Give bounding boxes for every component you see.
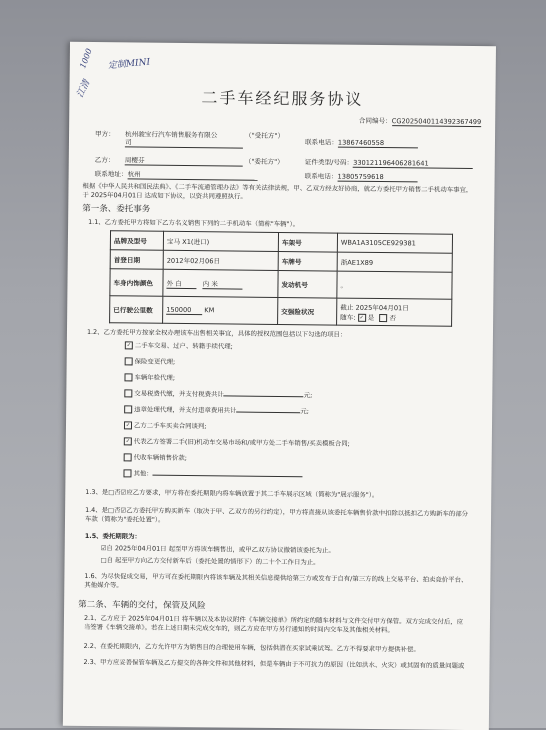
- option-other[interactable]: 其他：: [123, 468, 302, 479]
- engine-value: 。: [337, 271, 452, 299]
- option-sign-contract[interactable]: ✓ 代表乙方签署二手(旧)机动车交易市场和/或甲方处二手车销售/买卖模板合同;: [125, 437, 350, 448]
- party-a-label: 甲方：: [95, 130, 115, 139]
- vehicle-info-table: [109, 230, 453, 327]
- contract-number: 合同编号：CG2025040114392367499: [358, 116, 482, 127]
- plate-value: 浙AE1X89: [337, 252, 452, 272]
- option-negotiation[interactable]: ✓ 乙方二手车买卖合同谈判;: [125, 421, 207, 431]
- clause-2-3: 2.3、甲方应妥善保管车辆及乙方提交的各种文件和其他材料，但是车辆由于不可抗力的原因（比如洪水、火灾）或其固有的质量问题或: [83, 657, 465, 670]
- insurance-value: 截止 2025年04月01日 随车: ✓ 是 否: [337, 298, 452, 326]
- mileage-value: 150000 KM: [163, 296, 278, 324]
- option-checkbox[interactable]: [124, 389, 132, 397]
- party-b-phone: 联系电话：13805759618: [305, 172, 418, 182]
- option-checkbox[interactable]: [124, 373, 132, 381]
- option-violation[interactable]: 违章处理代理，并支付违章费用共计 元;: [124, 404, 309, 415]
- party-b-name: 周樱芬: [125, 156, 243, 166]
- option-checkbox[interactable]: ✓: [125, 438, 130, 445]
- engine-label: 发动机号: [278, 270, 337, 298]
- clause-1-5-heading: 1.5、委托期限为：: [84, 531, 141, 541]
- plate-label: 车牌号: [278, 251, 337, 271]
- option-tax[interactable]: 交易税费代缴，并支付税费共计 元;: [124, 388, 312, 399]
- option-checkbox[interactable]: ✓: [126, 342, 131, 349]
- option-checkbox[interactable]: [124, 405, 132, 413]
- party-b-label: 乙方：: [94, 156, 115, 165]
- option-checkbox[interactable]: [123, 469, 131, 477]
- insurance-yes-checkbox[interactable]: ✓: [359, 314, 364, 321]
- clause-1-3: 1.3、是□否☑应乙方要求，甲方将在委托期限内将车辆放置于其二手车展示区域（简称为"展示服务"）。: [85, 487, 379, 500]
- period-option-1[interactable]: ☑自 2025年04月01日 起至甲方将该车辆售出，或甲乙双方协议撤销该委托为止。: [100, 544, 335, 555]
- option-transfer[interactable]: ✓ 二手车交易、过户、转籍手续代理;: [126, 341, 233, 351]
- clause-2-2: 2.2、在委托期限内，乙方允许甲方为销售目的合理使用车辆，包括供潜在买家试乘试驾。乙方不得要求甲方提供补偿。: [83, 641, 420, 654]
- handwriting-note: 江清: [75, 78, 93, 100]
- handwriting-number: 1000: [78, 47, 94, 70]
- option-annual-inspection[interactable]: 车辆年检代理;: [124, 372, 175, 382]
- document-title: 二手车经纪服务协议: [201, 88, 364, 109]
- color-label: 车身内饰颜色: [110, 269, 163, 297]
- option-collect-payment[interactable]: 代收车辆销售价款;: [124, 452, 187, 462]
- reg-date-value: 2012年02月06日: [163, 250, 278, 270]
- reg-date-label: 首登日期: [110, 250, 163, 270]
- option-checkbox[interactable]: ✓: [125, 422, 131, 429]
- mileage-label: 已行驶公里数: [110, 296, 163, 324]
- insurance-no-checkbox[interactable]: [379, 314, 387, 322]
- clause-1-6: 1.6、为尽快促成交易，甲方可在委托期限内将该车辆及其相关信息提供给第三方或发布于自有/第三方的线上交易平台、拍卖竞价平台、其他媒介等。: [84, 571, 468, 589]
- option-insurance-change[interactable]: 保险变更代理;: [125, 356, 176, 366]
- party-a-name: 杭州骏宝行汽车销售服务有限公 司: [125, 130, 243, 149]
- party-b-id: 证件类型/号码：330121196406281641: [305, 158, 473, 169]
- handwriting-model: 定制MINI: [107, 57, 151, 72]
- section-2-heading: 第二条、车辆的交付，保管及风险: [78, 599, 206, 612]
- insurance-label: 交强险状况: [278, 297, 337, 325]
- preamble: 根据《中华人民共和国民法典》、《二手车流通管理办法》等有关法律法规，甲、乙双方经友好协商，就乙方委托甲方销售二手机动车事宜，于 2025年04月01日 达成如下协议，以资共同遵照执行。: [82, 181, 473, 201]
- color-value: 外 白 内 米: [163, 269, 278, 297]
- brand-label: 品牌及型号: [110, 231, 163, 251]
- party-a-phone: 联系电话：13867460558: [305, 138, 418, 148]
- clause-2-1: 2.1、乙方应于 2025年04月01日 将车辆以及本协议附件《车辆交接单》所约定的随车材料与文件交付甲方保管。双方完成交付后，应当签署《车辆交接单》。若在上述日期未完成交车的，则乙方应在甲方另行通知的时间内交车及其他相关材料。: [83, 613, 464, 634]
- party-a-role: （"受托方"）: [244, 131, 285, 141]
- brand-value: 宝马 X1(进口): [163, 231, 278, 251]
- section-1-heading: 第一条、委托事务: [82, 203, 151, 215]
- party-b-address: 联系地址：杭州: [95, 170, 258, 181]
- clause-1-4: 1.4、是□否☑乙方委托甲方购买新车（取决于甲、乙双方的另行约定），甲方将直接从该委托车辆售价款中扣除以抵扣乙方购新车的部分车款（简称为"委托处置"）。: [84, 505, 469, 524]
- party-b-role: （"委托方"）: [244, 157, 284, 167]
- period-option-2[interactable]: □自 起至甲方向乙方交付新车后（委托处置的情形下）的二十个工作日为止。: [100, 556, 320, 567]
- option-checkbox[interactable]: [124, 453, 132, 461]
- clause-1-2: 1.2、乙方委托甲方按家全权办理该车出售相关事宜，具体的授权范围包括以下勾选的项目：: [86, 327, 347, 339]
- clause-1-1: 1.1、乙方委托甲方将如下乙方名义销售下列的二手机动车（简称"车辆"）。: [88, 217, 300, 229]
- vin-label: 车架号: [278, 232, 337, 252]
- vin-value: WBA1A3105CE929381: [337, 233, 452, 253]
- option-checkbox[interactable]: [125, 357, 133, 365]
- contract-sheet: [63, 42, 496, 730]
